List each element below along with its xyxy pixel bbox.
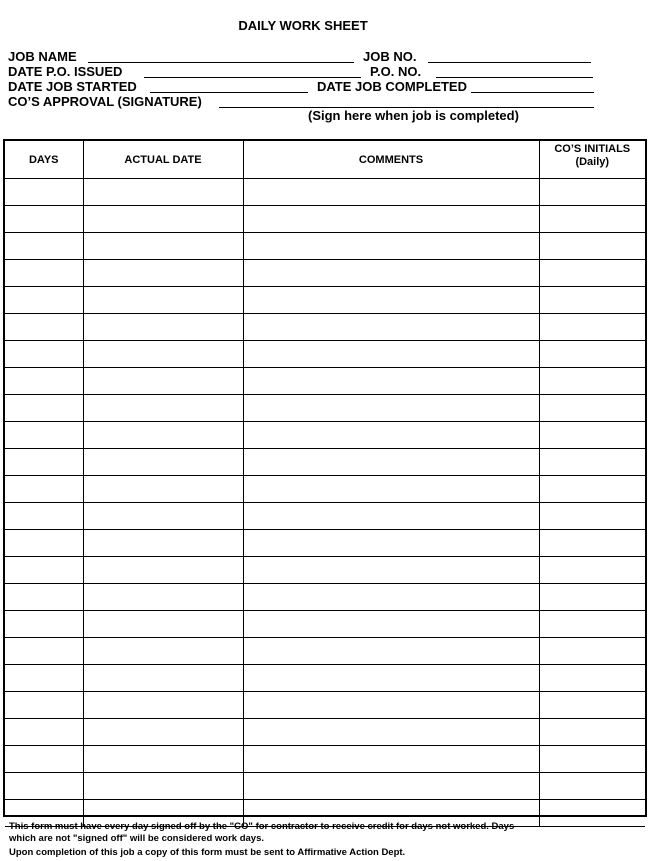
comments-cell[interactable] <box>243 719 539 746</box>
actual-date-header: ACTUAL DATE <box>83 141 243 179</box>
table-row <box>5 395 645 422</box>
days-cell[interactable] <box>5 746 83 773</box>
cos-initials-cell[interactable] <box>539 260 645 287</box>
table-row <box>5 260 645 287</box>
days-cell[interactable] <box>5 665 83 692</box>
date-job-started-field[interactable] <box>150 92 308 93</box>
comments-cell[interactable] <box>243 341 539 368</box>
cos-initials-sublabel: (Daily) <box>575 156 610 168</box>
days-cell[interactable] <box>5 773 83 800</box>
days-cell[interactable] <box>5 260 83 287</box>
table-row <box>5 422 645 449</box>
actual-date-cell[interactable] <box>83 422 243 449</box>
days-cell[interactable] <box>5 233 83 260</box>
cos-approval-label: CO’S APPROVAL (SIGNATURE) <box>8 94 202 109</box>
actual-date-cell[interactable] <box>83 773 243 800</box>
days-cell[interactable] <box>5 422 83 449</box>
actual-date-cell[interactable] <box>83 395 243 422</box>
table-row <box>5 233 645 260</box>
days-cell[interactable] <box>5 584 83 611</box>
days-cell[interactable] <box>5 179 83 206</box>
cos-initials-cell[interactable] <box>539 422 645 449</box>
table-row <box>5 638 645 665</box>
cos-initials-cell[interactable] <box>539 449 645 476</box>
days-cell[interactable] <box>5 557 83 584</box>
job-name-label: JOB NAME <box>8 49 77 64</box>
actual-date-cell[interactable] <box>83 611 243 638</box>
date-job-started-label: DATE JOB STARTED <box>8 79 137 94</box>
date-po-issued-field[interactable] <box>144 77 361 78</box>
actual-date-cell[interactable] <box>83 233 243 260</box>
days-cell[interactable] <box>5 341 83 368</box>
comments-cell[interactable] <box>243 260 539 287</box>
comments-cell[interactable] <box>243 611 539 638</box>
cos-initials-cell[interactable] <box>539 800 645 827</box>
table-row <box>5 557 645 584</box>
table-row <box>5 449 645 476</box>
job-name-field[interactable] <box>88 62 354 63</box>
table-row <box>5 773 645 800</box>
cos-initials-cell[interactable] <box>539 746 645 773</box>
table-row <box>5 503 645 530</box>
actual-date-cell[interactable] <box>83 557 243 584</box>
cos-initials-cell[interactable] <box>539 287 645 314</box>
cos-initials-cell[interactable] <box>539 557 645 584</box>
table-row <box>5 665 645 692</box>
cos-initials-cell[interactable] <box>539 503 645 530</box>
comments-cell[interactable] <box>243 395 539 422</box>
comments-cell[interactable] <box>243 422 539 449</box>
actual-date-cell[interactable] <box>83 314 243 341</box>
cos-initials-cell[interactable] <box>539 692 645 719</box>
table-row <box>5 746 645 773</box>
po-no-field[interactable] <box>436 77 593 78</box>
cos-initials-cell[interactable] <box>539 395 645 422</box>
actual-date-cell[interactable] <box>83 368 243 395</box>
cos-initials-cell[interactable] <box>539 179 645 206</box>
days-cell[interactable] <box>5 503 83 530</box>
comments-cell[interactable] <box>243 773 539 800</box>
actual-date-cell[interactable] <box>83 341 243 368</box>
daily-log-table <box>3 139 647 817</box>
date-po-issued-label: DATE P.O. ISSUED <box>8 64 123 79</box>
cos-initials-label: CO’S INITIALS <box>554 143 631 155</box>
comments-cell[interactable] <box>243 665 539 692</box>
comments-cell[interactable] <box>243 233 539 260</box>
table-row <box>5 530 645 557</box>
cos-initials-cell[interactable] <box>539 773 645 800</box>
comments-cell[interactable] <box>243 530 539 557</box>
job-no-field[interactable] <box>428 62 591 63</box>
actual-date-cell[interactable] <box>83 665 243 692</box>
cos-initials-cell[interactable] <box>539 530 645 557</box>
job-no-label: JOB NO. <box>363 49 417 64</box>
comments-cell[interactable] <box>243 476 539 503</box>
cos-initials-cell[interactable] <box>539 476 645 503</box>
footer-note-1: This form must have every day signed off by the "CO" for contractor to receive credit for days not worked. Days <box>9 821 515 832</box>
table-row <box>5 476 645 503</box>
actual-date-cell[interactable] <box>83 476 243 503</box>
po-no-label: P.O. NO. <box>370 64 422 79</box>
cos-initials-cell[interactable] <box>539 314 645 341</box>
days-cell[interactable] <box>5 206 83 233</box>
days-cell[interactable] <box>5 611 83 638</box>
actual-date-cell[interactable] <box>83 179 243 206</box>
page-title: DAILY WORK SHEET <box>238 18 368 33</box>
comments-cell[interactable] <box>243 503 539 530</box>
actual-date-cell[interactable] <box>83 584 243 611</box>
cos-initials-cell[interactable] <box>539 206 645 233</box>
days-cell[interactable] <box>5 692 83 719</box>
days-cell[interactable] <box>5 719 83 746</box>
table-row <box>5 314 645 341</box>
days-cell[interactable] <box>5 314 83 341</box>
actual-date-cell[interactable] <box>83 503 243 530</box>
table-row <box>5 611 645 638</box>
table-row <box>5 287 645 314</box>
cos-initials-cell[interactable] <box>539 368 645 395</box>
days-header: DAYS <box>5 141 83 179</box>
actual-date-cell[interactable] <box>83 692 243 719</box>
table-row <box>5 584 645 611</box>
actual-date-cell[interactable] <box>83 449 243 476</box>
date-job-completed-field[interactable] <box>471 92 594 93</box>
footer-note-3: Upon completion of this job a copy of this form must be sent to Affirmative Action Dept. <box>9 847 406 858</box>
cos-initials-cell[interactable] <box>539 719 645 746</box>
actual-date-cell[interactable] <box>83 260 243 287</box>
actual-date-cell[interactable] <box>83 287 243 314</box>
actual-date-cell[interactable] <box>83 746 243 773</box>
days-cell[interactable] <box>5 395 83 422</box>
actual-date-cell[interactable] <box>83 638 243 665</box>
comments-header: COMMENTS <box>243 141 539 179</box>
days-cell[interactable] <box>5 368 83 395</box>
cos-initials-cell[interactable] <box>539 584 645 611</box>
cos-initials-cell[interactable] <box>539 638 645 665</box>
days-cell[interactable] <box>5 530 83 557</box>
comments-cell[interactable] <box>243 206 539 233</box>
days-cell[interactable] <box>5 449 83 476</box>
comments-cell[interactable] <box>243 314 539 341</box>
sign-note: (Sign here when job is completed) <box>308 108 519 123</box>
cos-initials-header <box>539 141 645 179</box>
comments-cell[interactable] <box>243 557 539 584</box>
date-job-completed-label: DATE JOB COMPLETED <box>317 79 467 94</box>
table-row <box>5 341 645 368</box>
cos-initials-cell[interactable] <box>539 341 645 368</box>
cos-initials-cell[interactable] <box>539 233 645 260</box>
cos-initials-cell[interactable] <box>539 665 645 692</box>
comments-cell[interactable] <box>243 584 539 611</box>
days-cell[interactable] <box>5 287 83 314</box>
table-row <box>5 719 645 746</box>
comments-cell[interactable] <box>243 692 539 719</box>
comments-cell[interactable] <box>243 449 539 476</box>
comments-cell[interactable] <box>243 287 539 314</box>
comments-cell[interactable] <box>243 746 539 773</box>
comments-cell[interactable] <box>243 368 539 395</box>
comments-cell[interactable] <box>243 638 539 665</box>
comments-cell[interactable] <box>243 179 539 206</box>
footer-note-2: which are not "signed off" will be considered work days. <box>9 833 265 844</box>
table-header-row <box>5 141 645 179</box>
actual-date-cell[interactable] <box>83 719 243 746</box>
table-row <box>5 368 645 395</box>
days-cell[interactable] <box>5 476 83 503</box>
actual-date-cell[interactable] <box>83 206 243 233</box>
cos-initials-cell[interactable] <box>539 611 645 638</box>
days-cell[interactable] <box>5 638 83 665</box>
table-row <box>5 179 645 206</box>
actual-date-cell[interactable] <box>83 530 243 557</box>
table-row <box>5 206 645 233</box>
table-row <box>5 692 645 719</box>
